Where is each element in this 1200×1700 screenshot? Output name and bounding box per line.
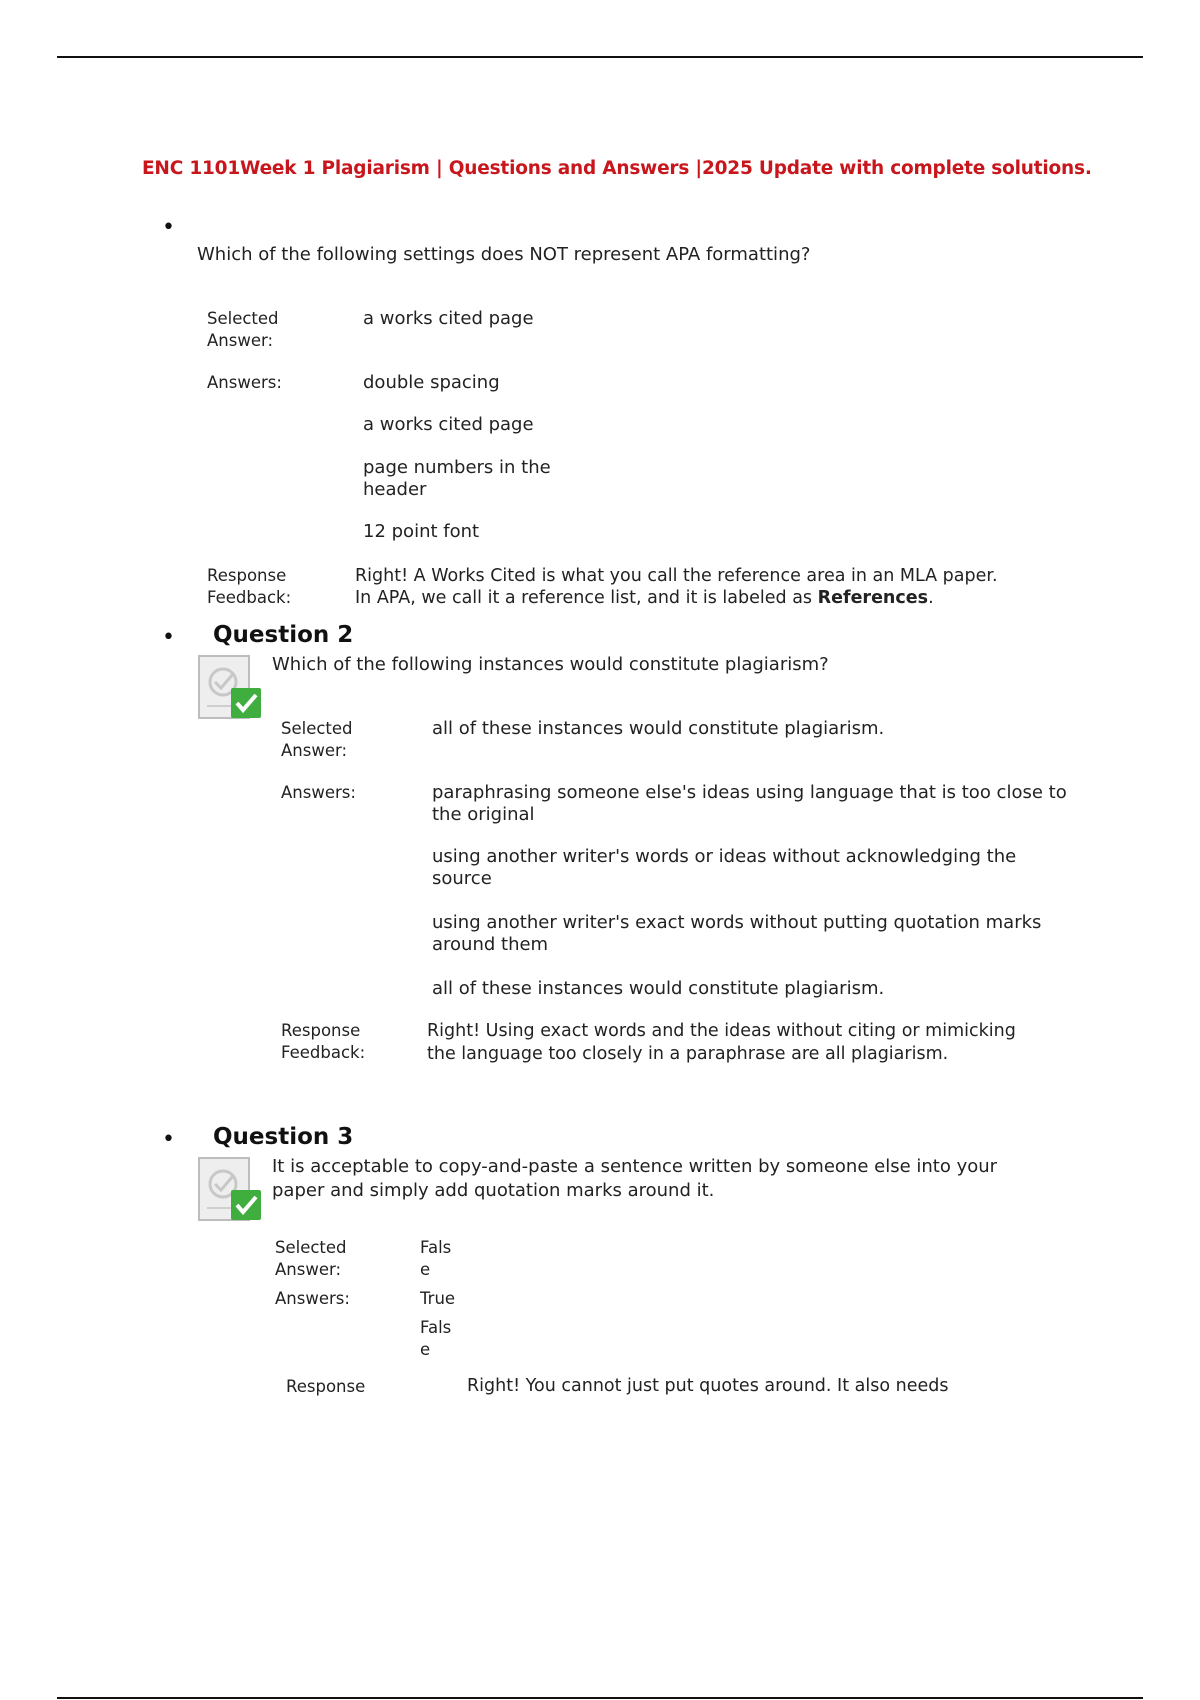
q1-answer-4: 12 point font <box>363 521 480 542</box>
q3-heading: Question 3 <box>213 1124 354 1150</box>
q1-feedback-line2 <box>355 587 934 610</box>
q1-bullet: • <box>162 215 175 240</box>
q2-selected-label-1: Selected <box>281 719 353 738</box>
q1-answer-2: a works cited page <box>363 414 534 435</box>
q3-selected-label-1: Selected <box>275 1238 347 1257</box>
q1-feedback-end: . <box>928 588 934 608</box>
q1-selected-label-2: Answer: <box>207 331 274 350</box>
q2-bullet: • <box>162 625 175 650</box>
q2-answer-3: using another writer's exact words without putting quotation marks around them <box>432 912 1042 955</box>
q2-selected-label-2: Answer: <box>281 741 348 760</box>
q3-selected-answer-1: Fals <box>420 1238 452 1257</box>
q3-answer-true: True <box>420 1289 456 1308</box>
q1-answer-3: page numbers in the header <box>363 457 551 500</box>
correct-check-icon <box>197 1156 263 1222</box>
q3-answers-label: Answers: <box>275 1289 350 1308</box>
document-title: ENC 1101Week 1 Plagiarism | Questions and Answers |2025 Update with complete solutions. <box>142 158 1092 179</box>
q2-answer-1: paraphrasing someone else's ideas using language that is too close to the original <box>432 782 1067 825</box>
q2-heading: Question 2 <box>213 622 354 648</box>
q1-feedback-line1: Right! A Works Cited is what you call the reference area in an MLA paper. <box>355 566 998 586</box>
q3-selected-label-2: Answer: <box>275 1260 342 1279</box>
q3-question-text-line1: It is acceptable to copy-and-paste a sentence written by someone else into your <box>272 1156 998 1177</box>
q3-bullet: • <box>162 1127 175 1152</box>
q3-question-text-line2: paper and simply add quotation marks around it. <box>272 1180 715 1201</box>
q2-answers-label: Answers: <box>281 783 356 802</box>
q2-response-label-2: Feedback: <box>281 1043 366 1062</box>
q1-feedback-text: In APA, we call it a reference list, and it is labeled as <box>355 588 818 608</box>
q3-answer-false-1: Fals <box>420 1318 452 1337</box>
q2-question-text: Which of the following instances would constitute plagiarism? <box>272 654 829 675</box>
q3-feedback: Right! You cannot just put quotes around. It also needs <box>467 1376 949 1396</box>
top-rule <box>57 56 1143 58</box>
q1-question-text: Which of the following settings does NOT represent APA formatting? <box>197 244 811 265</box>
q2-answer-4: all of these instances would constitute plagiarism. <box>432 978 885 999</box>
q2-response-label-1: Response <box>281 1021 361 1040</box>
q3-answer-false-2: e <box>420 1340 431 1359</box>
q1-response-label-2: Feedback: <box>207 588 292 607</box>
q1-selected-answer: a works cited page <box>363 308 534 329</box>
q1-feedback-bold: References <box>817 588 929 608</box>
q1-response-label-1: Response <box>207 566 287 585</box>
q2-feedback: Right! Using exact words and the ideas without citing or mimicking the language too closely in a paraphrase are all plagiarism. <box>427 1021 1016 1064</box>
q1-answer-1: double spacing <box>363 372 500 393</box>
q1-selected-label-1: Selected <box>207 309 279 328</box>
q1-answers-label: Answers: <box>207 373 282 392</box>
q3-selected-answer-2: e <box>420 1260 431 1279</box>
correct-check-icon <box>197 654 263 720</box>
q3-response-label: Response <box>286 1377 366 1396</box>
q2-selected-answer: all of these instances would constitute plagiarism. <box>432 718 885 739</box>
bottom-rule <box>57 1697 1143 1699</box>
q2-answer-2: using another writer's words or ideas without acknowledging the source <box>432 846 1017 889</box>
